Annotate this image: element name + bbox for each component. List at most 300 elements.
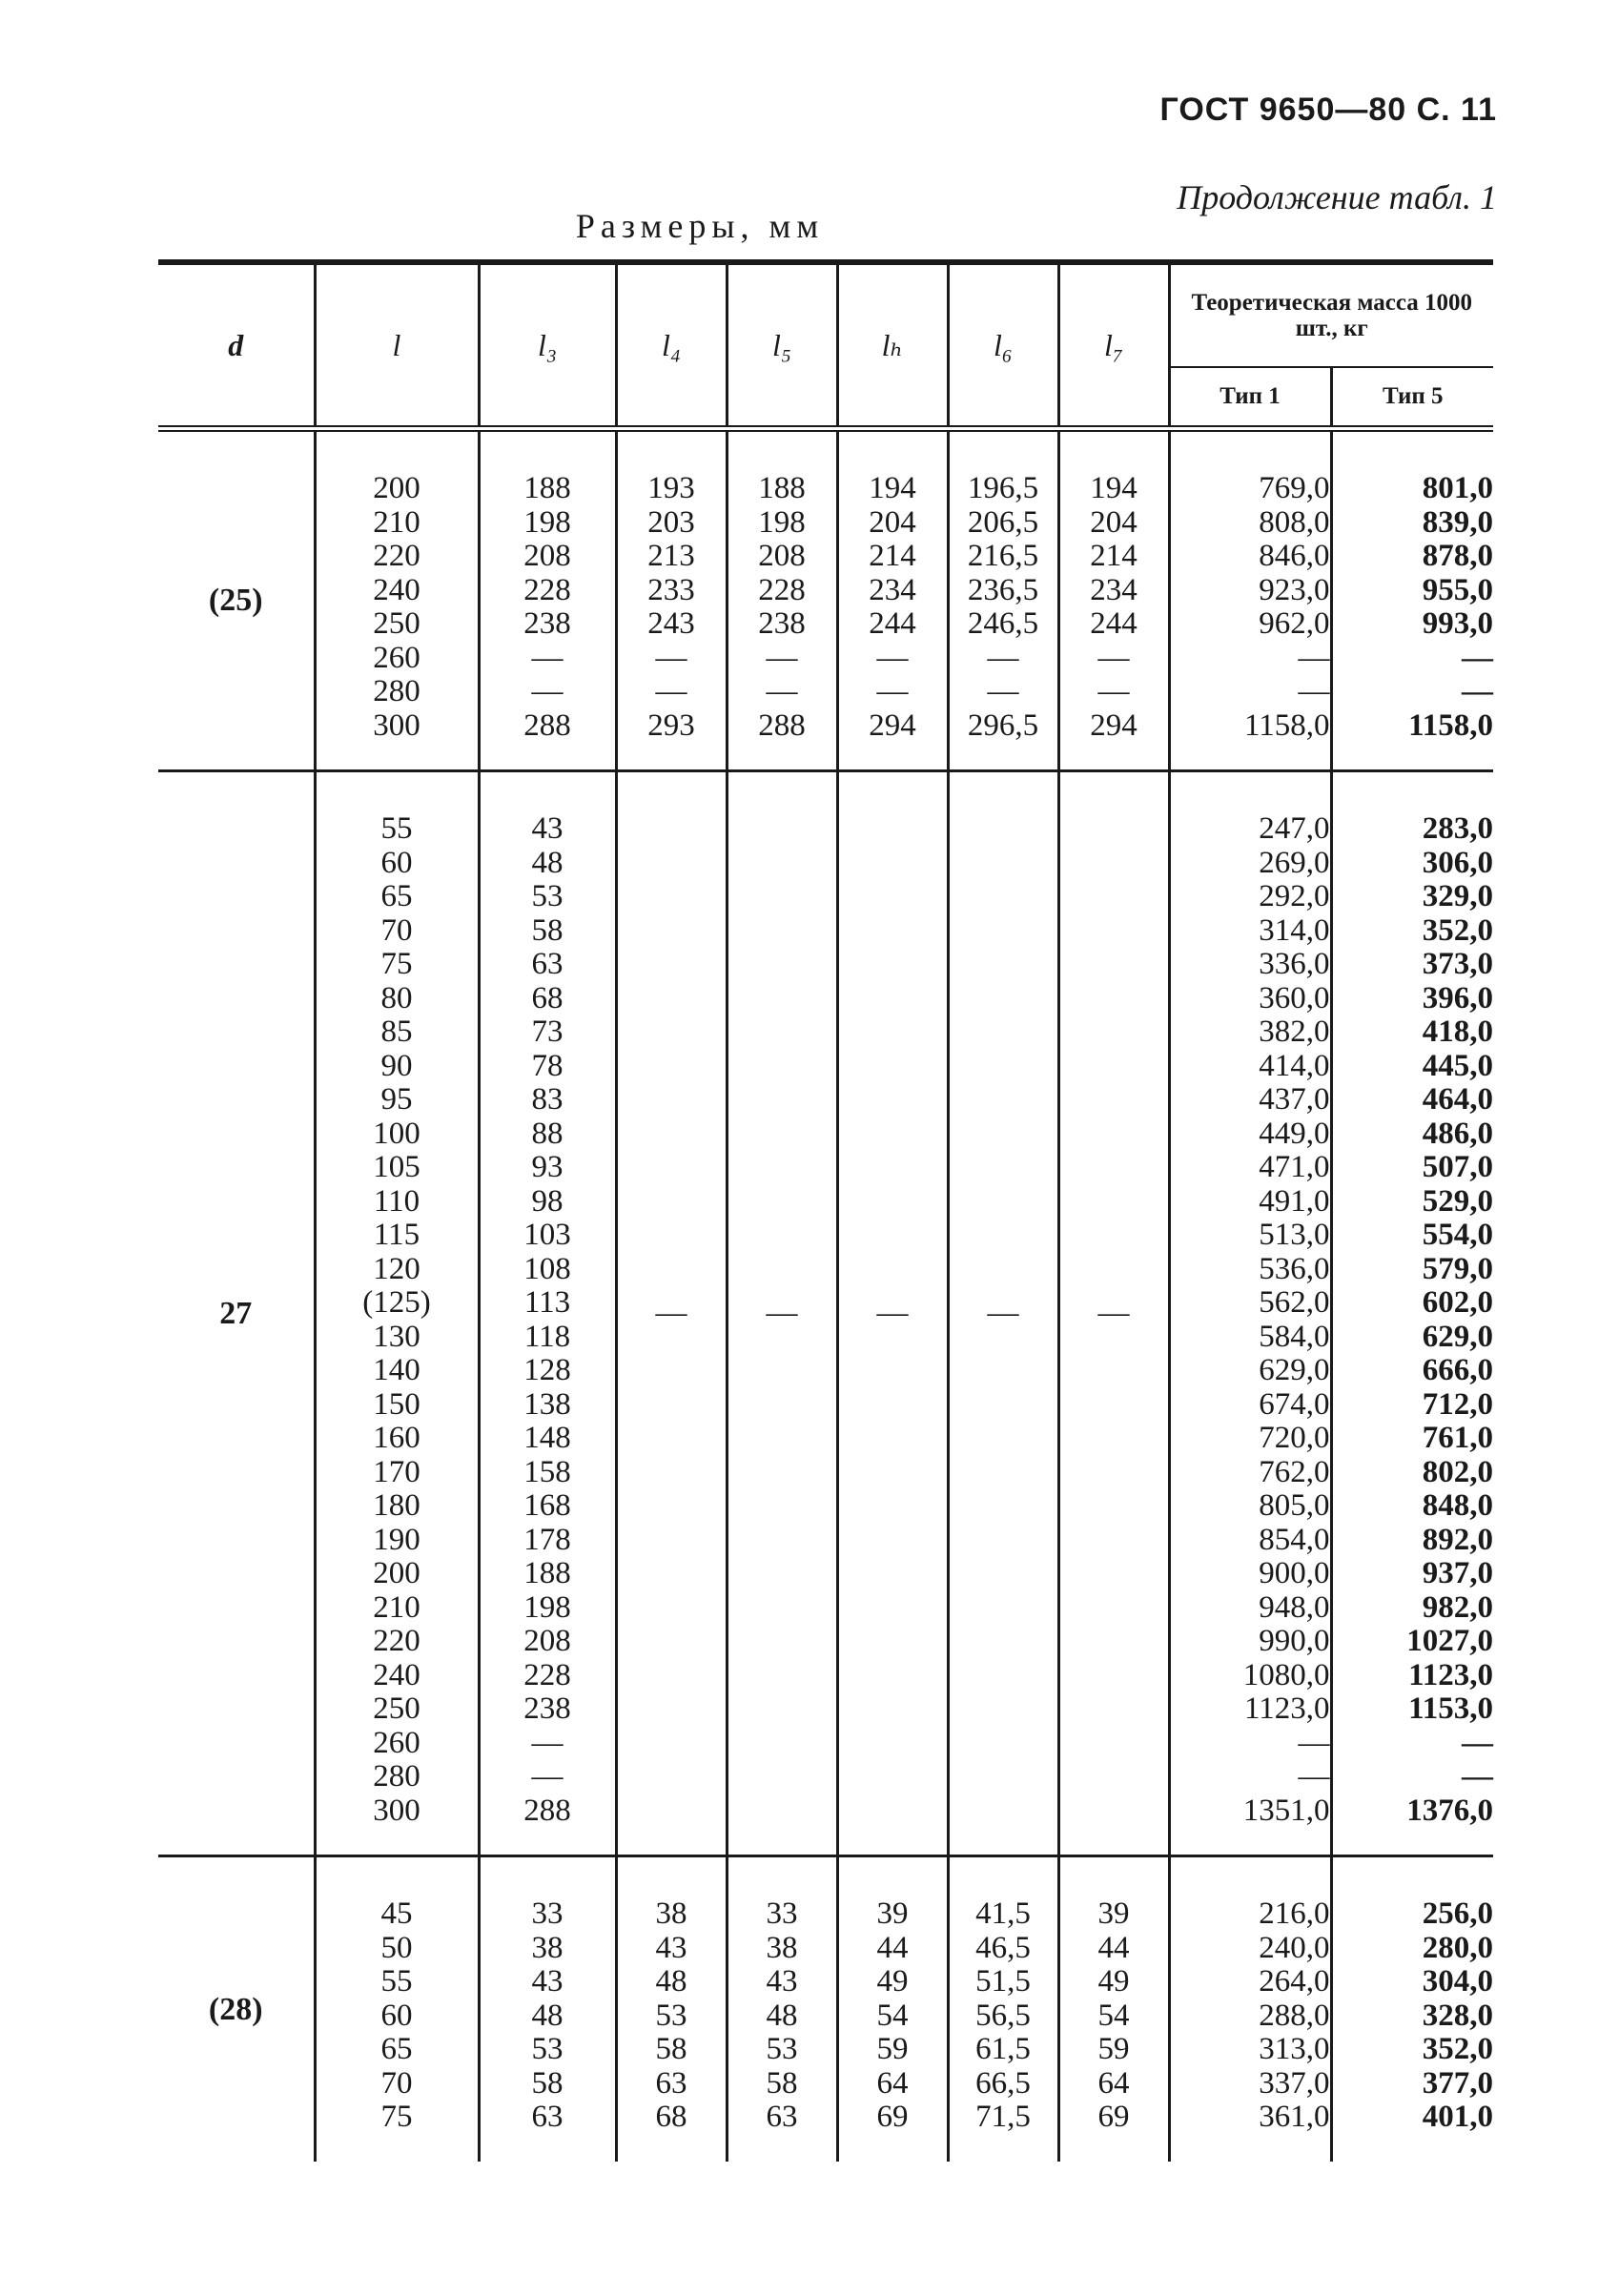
cell-value: —	[531, 1725, 564, 1760]
cell-value: 208	[523, 539, 571, 573]
table-row	[158, 771, 1493, 1856]
cell-value: 50	[380, 1930, 413, 1965]
cell-value: 118	[523, 1319, 571, 1354]
cell-type5	[1331, 771, 1493, 1856]
cell-lh	[837, 771, 948, 1856]
cell-value: 288	[523, 707, 571, 743]
cell-value: 180	[373, 1488, 420, 1523]
cell-value: 88	[531, 1116, 564, 1151]
cell-value: 68	[531, 980, 564, 1015]
cell-value: 329,0	[1422, 879, 1493, 913]
cell-value: 69	[876, 2100, 909, 2134]
cell-value: 70	[380, 2065, 413, 2101]
cell-l4	[616, 1856, 727, 2162]
cell-value: —	[1097, 674, 1130, 708]
cell-lh	[837, 429, 948, 771]
cell-value: 85	[380, 1015, 413, 1049]
cell-value: 373,0	[1422, 947, 1493, 981]
cell-value: 43	[655, 1930, 687, 1965]
cell-value: 39	[1097, 1896, 1130, 1931]
cell-value: 41,5	[975, 1896, 1031, 1931]
cell-value: 313,0	[1259, 2032, 1330, 2066]
cell-value: —	[531, 674, 564, 708]
cell-value: 486,0	[1422, 1116, 1493, 1151]
cell-value: —	[531, 1759, 564, 1794]
cell-value: 244	[1090, 606, 1137, 641]
cell-value: 200	[373, 471, 420, 505]
header-l5: l₅	[727, 262, 837, 429]
cell-value: 194	[1090, 471, 1137, 505]
cell-value: 44	[876, 1930, 909, 1965]
cell-d: 27	[219, 1295, 253, 1331]
cell-l3	[479, 429, 616, 771]
cell-value: 216,0	[1259, 1896, 1330, 1931]
cell-value: 204	[1090, 504, 1137, 540]
cell-value: (125)	[362, 1285, 431, 1320]
cell-value: 250	[373, 606, 420, 641]
cell-value: 1080,0	[1242, 1657, 1330, 1692]
cell-type1	[1169, 1856, 1331, 2162]
cell-value: 892,0	[1422, 1522, 1493, 1557]
cell-value: 170	[373, 1454, 420, 1489]
cell-value: —	[1298, 1759, 1330, 1794]
cell-value: 1351,0	[1242, 1793, 1330, 1828]
cell-type5	[1331, 429, 1493, 771]
dimensions-caption-text: Размеры, мм	[575, 207, 825, 245]
cell-value: 288	[523, 1793, 571, 1828]
cell-value: 130	[373, 1319, 420, 1354]
dimensions-table	[158, 259, 1493, 2162]
cell-value: 666,0	[1422, 1353, 1493, 1387]
cell-value: 66,5	[975, 2065, 1031, 2101]
cell-l7	[1058, 1856, 1169, 2162]
cell-value: 264,0	[1259, 1964, 1330, 1999]
cell-value: 839,0	[1422, 504, 1493, 540]
cell-l6	[948, 771, 1058, 1856]
cell-value: 80	[380, 980, 413, 1015]
cell-dash: —	[766, 1295, 798, 1330]
cell-value: 529,0	[1422, 1183, 1493, 1219]
cell-value: 328,0	[1422, 1998, 1493, 2033]
cell-value: 449,0	[1259, 1116, 1330, 1151]
cell-value: —	[987, 674, 1019, 708]
cell-value: 93	[531, 1150, 564, 1184]
cell-value: 1153,0	[1408, 1691, 1493, 1726]
table-row	[158, 1856, 1493, 2162]
cell-value: 158	[523, 1454, 571, 1489]
cell-value: 513,0	[1259, 1218, 1330, 1252]
cell-value: 150	[373, 1386, 420, 1422]
cell-value: 75	[380, 2100, 413, 2134]
cell-value: —	[1462, 1759, 1493, 1794]
cell-value: —	[876, 640, 909, 675]
cell-value: 336,0	[1259, 947, 1330, 981]
cell-value: 900,0	[1259, 1556, 1330, 1590]
cell-value: 59	[876, 2032, 909, 2066]
cell-value: 48	[531, 1998, 564, 2033]
cell-value: 108	[523, 1251, 571, 1286]
cell-value: 769,0	[1259, 471, 1330, 505]
cell-value: 396,0	[1422, 980, 1493, 1015]
cell-value: 206,5	[967, 504, 1039, 540]
cell-value: 220	[373, 1624, 420, 1658]
cell-value: 260	[373, 1725, 420, 1760]
cell-l4	[616, 771, 727, 1856]
cell-value: 602,0	[1422, 1285, 1493, 1320]
cell-value: 213	[647, 539, 695, 573]
cell-value: 762,0	[1259, 1454, 1330, 1489]
header-theoretical-mass: Теоретическая масса 1000 шт., кг	[1169, 262, 1493, 367]
cell-value: 128	[523, 1353, 571, 1387]
cell-value: 49	[876, 1964, 909, 1999]
cell-value: 280,0	[1422, 1930, 1493, 1965]
cell-value: 43	[531, 811, 564, 846]
cell-value: 43	[766, 1964, 798, 1999]
cell-value: 937,0	[1422, 1556, 1493, 1590]
cell-value: 83	[531, 1082, 564, 1117]
cell-value: 103	[523, 1218, 571, 1252]
cell-value: 292,0	[1259, 879, 1330, 913]
cell-value: 208	[758, 539, 806, 573]
cell-value: 214	[869, 539, 916, 573]
cell-value: 300	[373, 1793, 420, 1828]
cell-l4	[616, 429, 727, 771]
cell-value: 60	[380, 1998, 413, 2033]
cell-value: 280	[373, 674, 420, 708]
header-lh: lₕ	[837, 262, 948, 429]
cell-l7	[1058, 429, 1169, 771]
cell-value: 198	[523, 504, 571, 540]
table-group	[158, 429, 1493, 771]
cell-value: 1123,0	[1408, 1657, 1493, 1692]
cell-value: 204	[869, 504, 916, 540]
cell-value: 100	[373, 1116, 420, 1151]
cell-value: —	[1462, 1725, 1493, 1760]
cell-lh	[837, 1856, 948, 2162]
cell-value: 73	[531, 1015, 564, 1049]
cell-l3	[479, 1856, 616, 2162]
cell-value: —	[1298, 1725, 1330, 1760]
header-type-1: Тип 1	[1169, 367, 1331, 429]
cell-value: 1027,0	[1406, 1624, 1493, 1658]
cell-value: 808,0	[1259, 504, 1330, 540]
cell-value: 58	[766, 2065, 798, 2101]
cell-value: 51,5	[975, 1964, 1031, 1999]
cell-value: 288	[758, 707, 806, 743]
cell-value: 283,0	[1422, 811, 1493, 846]
cell-l3	[479, 771, 616, 1856]
cell-value: 236,5	[967, 572, 1039, 607]
cell-value: 58	[531, 2065, 564, 2101]
table-continuation-label: Продолжение табл. 1	[1177, 178, 1497, 216]
cell-value: 188	[523, 471, 571, 505]
cell-value: 878,0	[1422, 539, 1493, 573]
cell-value: 45	[380, 1896, 413, 1931]
table-group	[158, 1856, 1493, 2162]
cell-value: 48	[531, 845, 564, 880]
cell-value: 923,0	[1259, 572, 1330, 607]
cell-value: 140	[373, 1353, 420, 1387]
cell-value: 584,0	[1259, 1319, 1330, 1354]
cell-value: 244	[869, 606, 916, 641]
cell-value: 48	[655, 1964, 687, 1999]
cell-value: 59	[1097, 2032, 1130, 2066]
cell-value: 238	[523, 606, 571, 641]
cell-dash: —	[655, 1295, 687, 1330]
cell-value: 314,0	[1259, 912, 1330, 948]
cell-value: 246,5	[967, 606, 1039, 641]
cell-value: 33	[531, 1896, 564, 1931]
cell-value: 300	[373, 707, 420, 743]
cell-value: 64	[876, 2065, 909, 2101]
cell-value: 190	[373, 1522, 420, 1557]
header-d: d	[228, 327, 244, 362]
cell-value: 38	[655, 1896, 687, 1931]
cell-value: 554,0	[1422, 1218, 1493, 1252]
cell-value: —	[1462, 674, 1493, 708]
cell-value: 38	[531, 1930, 564, 1965]
cell-value: 198	[758, 504, 806, 540]
cell-value: 260	[373, 640, 420, 675]
cell-value: 234	[1090, 572, 1137, 607]
cell-value: 200	[373, 1556, 420, 1590]
cell-value: —	[987, 640, 1019, 675]
cell-value: 445,0	[1422, 1048, 1493, 1083]
cell-value: 294	[869, 707, 916, 743]
cell-l7	[1058, 771, 1169, 1856]
cell-value: 228	[523, 1657, 571, 1692]
cell-value: 70	[380, 912, 413, 948]
cell-value: 238	[523, 1691, 571, 1726]
cell-value: 846,0	[1259, 539, 1330, 573]
cell-value: 437,0	[1259, 1082, 1330, 1117]
cell-value: 49	[1097, 1964, 1130, 1999]
cell-l	[315, 771, 479, 1856]
cell-value: 269,0	[1259, 845, 1330, 880]
cell-value: 63	[531, 947, 564, 981]
cell-value: 1123,0	[1243, 1691, 1330, 1726]
cell-value: 306,0	[1422, 845, 1493, 880]
cell-value: 288,0	[1259, 1998, 1330, 2033]
cell-value: 58	[655, 2032, 687, 2066]
cell-value: 228	[758, 572, 806, 607]
cell-value: 194	[869, 471, 916, 505]
cell-type5	[1331, 1856, 1493, 2162]
cell-value: 55	[380, 811, 413, 846]
cell-dash: —	[987, 1295, 1019, 1330]
cell-value: 198	[523, 1589, 571, 1625]
cell-value: —	[876, 674, 909, 708]
cell-value: 58	[531, 912, 564, 948]
cell-value: 48	[766, 1998, 798, 2033]
cell-value: 78	[531, 1048, 564, 1083]
cell-value: 247,0	[1259, 811, 1330, 846]
cell-dash: —	[876, 1295, 909, 1330]
cell-value: 993,0	[1422, 606, 1493, 641]
cell-value: 293	[647, 707, 695, 743]
cell-value: 536,0	[1259, 1251, 1330, 1286]
cell-value: 401,0	[1422, 2100, 1493, 2134]
cell-value: 296,5	[967, 707, 1039, 743]
cell-value: 629,0	[1422, 1319, 1493, 1354]
cell-value: 990,0	[1259, 1624, 1330, 1658]
cell-value: 361,0	[1259, 2100, 1330, 2134]
cell-type1	[1169, 771, 1331, 1856]
cell-value: 250	[373, 1691, 420, 1726]
cell-value: 382,0	[1259, 1015, 1330, 1049]
cell-value: 75	[380, 947, 413, 981]
cell-value: 56,5	[975, 1998, 1031, 2033]
cell-value: 854,0	[1259, 1522, 1330, 1557]
cell-value: —	[655, 674, 687, 708]
cell-value: 240	[373, 572, 420, 607]
cell-value: 294	[1090, 707, 1137, 743]
cell-value: 193	[647, 471, 695, 505]
cell-value: 196,5	[967, 471, 1039, 505]
cell-value: 464,0	[1422, 1082, 1493, 1117]
cell-value: 138	[523, 1386, 571, 1422]
cell-value: 352,0	[1422, 912, 1493, 948]
cell-value: 43	[531, 1964, 564, 1999]
cell-value: 418,0	[1422, 1015, 1493, 1049]
cell-l5	[727, 1856, 837, 2162]
cell-value: 113	[523, 1285, 571, 1320]
cell-l	[315, 429, 479, 771]
cell-value: 61,5	[975, 2032, 1031, 2066]
table-header	[158, 262, 1493, 429]
cell-value: 63	[531, 2100, 564, 2134]
cell-value: 720,0	[1259, 1421, 1330, 1455]
cell-value: 160	[373, 1421, 420, 1455]
cell-value: 491,0	[1259, 1183, 1330, 1219]
cell-value: 95	[380, 1082, 413, 1117]
cell-value: 1376,0	[1406, 1793, 1493, 1828]
cell-value: 377,0	[1422, 2065, 1493, 2101]
cell-value: 337,0	[1259, 2065, 1330, 2101]
cell-value: 63	[766, 2100, 798, 2134]
cell-value: 68	[655, 2100, 687, 2134]
cell-value: 360,0	[1259, 980, 1330, 1015]
cell-value: 562,0	[1259, 1285, 1330, 1320]
cell-value: 761,0	[1422, 1421, 1493, 1455]
cell-value: 238	[758, 606, 806, 641]
cell-value: 233	[647, 572, 695, 607]
cell-value: 105	[373, 1150, 420, 1184]
cell-d: (28)	[208, 1991, 263, 2027]
cell-value: 243	[647, 606, 695, 641]
cell-l5	[727, 771, 837, 1856]
cell-value: 53	[531, 2032, 564, 2066]
cell-value: 629,0	[1259, 1353, 1330, 1387]
cell-value: 110	[373, 1183, 420, 1219]
cell-value: —	[766, 640, 798, 675]
cell-value: —	[1097, 640, 1130, 675]
cell-value: 38	[766, 1930, 798, 1965]
cell-value: 148	[523, 1421, 571, 1455]
cell-value: 168	[523, 1488, 571, 1523]
cell-l	[315, 1856, 479, 2162]
cell-value: 1158,0	[1408, 707, 1493, 743]
cell-value: 54	[1097, 1998, 1130, 2033]
cell-value: —	[1298, 640, 1330, 675]
cell-value: 120	[373, 1251, 420, 1286]
cell-value: —	[1298, 674, 1330, 708]
cell-value: 33	[766, 1896, 798, 1931]
cell-value: 53	[655, 1998, 687, 2033]
cell-value: —	[531, 640, 564, 675]
cell-value: 53	[766, 2032, 798, 2066]
cell-value: 63	[655, 2065, 687, 2101]
cell-value: —	[1462, 640, 1493, 675]
cell-value: 801,0	[1422, 471, 1493, 505]
cell-value: 98	[531, 1183, 564, 1219]
cell-value: 90	[380, 1048, 413, 1083]
cell-value: 802,0	[1422, 1454, 1493, 1489]
header-l6: l₆	[948, 262, 1058, 429]
cell-value: 208	[523, 1624, 571, 1658]
cell-value: 46,5	[975, 1930, 1031, 1965]
table-group	[158, 771, 1493, 1856]
cell-l6	[948, 1856, 1058, 2162]
cell-value: 948,0	[1259, 1589, 1330, 1625]
header-type-5: Тип 5	[1331, 367, 1493, 429]
cell-value: 414,0	[1259, 1048, 1330, 1083]
cell-value: 240,0	[1259, 1930, 1330, 1965]
cell-value: 220	[373, 539, 420, 573]
cell-value: 60	[380, 845, 413, 880]
header-l7: l₇	[1058, 262, 1169, 429]
cell-value: 962,0	[1259, 606, 1330, 641]
cell-value: 848,0	[1422, 1488, 1493, 1523]
cell-value: 579,0	[1422, 1251, 1493, 1286]
page-header: ГОСТ 9650—80 С. 11	[1159, 92, 1497, 128]
cell-value: 471,0	[1259, 1150, 1330, 1184]
cell-value: —	[655, 640, 687, 675]
cell-value: 674,0	[1259, 1386, 1330, 1422]
header-l: l	[315, 262, 479, 429]
cell-d: (25)	[208, 583, 263, 619]
cell-value: 39	[876, 1896, 909, 1931]
cell-value: 228	[523, 572, 571, 607]
cell-value: 69	[1097, 2100, 1130, 2134]
cell-l6	[948, 429, 1058, 771]
cell-value: 1158,0	[1243, 707, 1330, 743]
cell-value: 256,0	[1422, 1896, 1493, 1931]
cell-dash: —	[1097, 1295, 1130, 1330]
cell-value: 216,5	[967, 539, 1039, 573]
cell-value: 53	[531, 879, 564, 913]
cell-value: 982,0	[1422, 1589, 1493, 1625]
cell-value: 304,0	[1422, 1964, 1493, 1999]
cell-value: 178	[523, 1522, 571, 1557]
cell-value: 65	[380, 879, 413, 913]
cell-value: 64	[1097, 2065, 1130, 2101]
cell-value: 712,0	[1422, 1386, 1493, 1422]
cell-value: 44	[1097, 1930, 1130, 1965]
cell-value: 805,0	[1259, 1488, 1330, 1523]
table-row	[158, 429, 1493, 771]
cell-type1	[1169, 429, 1331, 771]
cell-value: 507,0	[1422, 1150, 1493, 1184]
cell-value: 280	[373, 1759, 420, 1794]
cell-value: 203	[647, 504, 695, 540]
cell-value: 352,0	[1422, 2032, 1493, 2066]
cell-value: 65	[380, 2032, 413, 2066]
cell-value: 71,5	[975, 2100, 1031, 2134]
dimensions-caption	[0, 206, 1619, 246]
cell-value: 210	[373, 1589, 420, 1625]
cell-value: 955,0	[1422, 572, 1493, 607]
